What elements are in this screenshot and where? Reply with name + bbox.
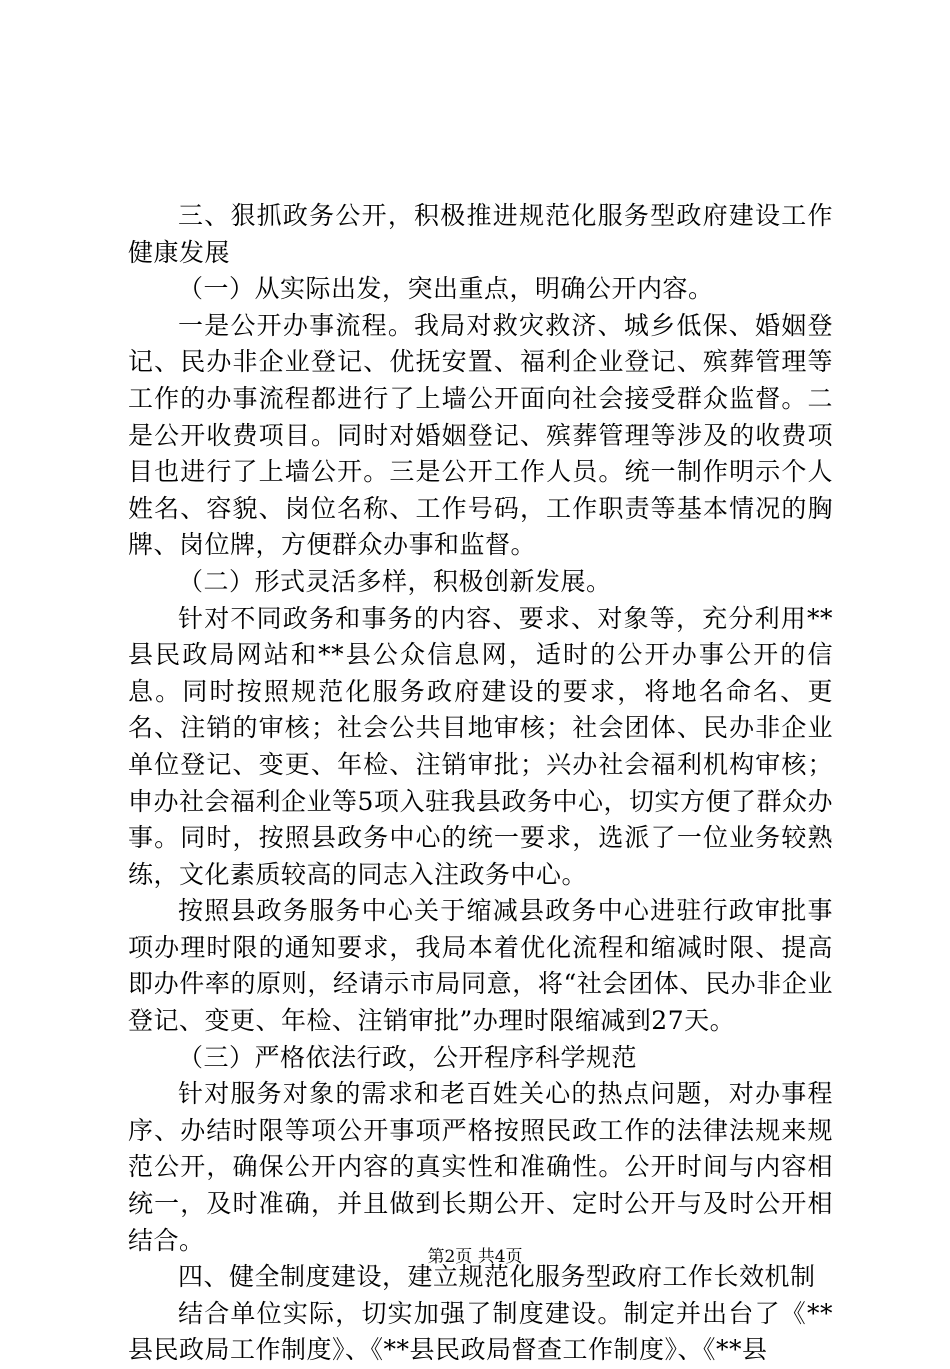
document-body (128, 198, 833, 1369)
paragraph-time-limit: 按照县政务服务中心关于缩减县政务中心进驻行政审批事项办理时限的通知要求，我局本着优化流程和缩减时限、提高即办件率的原则，经请示市局同意，将“社会团体、民办非企业登记、变更、年检、注销审批”办理时限缩减到27天。 (128, 896, 833, 1036)
page-footer: 第2页 共4页 (427, 1247, 523, 1267)
subsection-heading-1: （一）从实际出发，突出重点，明确公开内容。 (178, 274, 714, 304)
paragraph-disclosure-content: 一是公开办事流程。我局对救灾救济、城乡低保、婚姻登记、民办非企业登记、优抚安置、福利企业登记、殡葬管理等工作的办事流程都进行了上墙公开面向社会接受群众监督。二是公开收费项目。同时对婚姻登记、殡葬管理等涉及的收费项目也进行了上墙公开。三是公开工作人员。统一制作明示个人姓名、容貌、岗位名称、工作号码，工作职责等基本情况的胸牌、岗位牌，方便群众办事和监督。 (128, 310, 833, 560)
paragraph-lawful-administration: 针对服务对象的需求和老百姓关心的热点问题，对办事程序、办结时限等项公开事项严格按照民政工作的法律法规来规范公开，确保公开内容的真实性和准确性。公开时间与内容相统一，及时准确，并且做到长期公开、定时公开与及时公开相结合。 (128, 1079, 833, 1255)
subsection-heading-2: （二）形式灵活多样，积极创新发展。 (178, 566, 612, 596)
paragraph-disclosure-forms: 针对不同政务和事务的内容、要求、对象等，充分利用**县民政局网站和**县公众信息网，适时的公开办事公开的信息。同时按照规范化服务政府建设的要求，将地名命名、更名、注销的审核；社会公共目地审核；社会团体、民办非企业单位登记、变更、年检、注销审批；兴办社会福利机构审核；申办社会福利企业等5项入驻我县政务中心，切实方便了群众办事。同时，按照县政务中心的统一要求，选派了一位业务较熟练，文化素质较高的同志入注政务中心。 (128, 603, 833, 889)
paragraph-system-building: 结合单位实际，切实加强了制度建设。制定并出台了《**县民政局工作制度》、《**县民政局督查工作制度》、《**县 (128, 1298, 833, 1365)
subsection-heading-3: （三）严格依法行政，公开程序科学规范 (178, 1042, 638, 1072)
section-heading-3: 三、狠抓政务公开，积极推进规范化服务型政府建设工作健康发展 (128, 201, 833, 267)
section-heading-4: 四、健全制度建设，建立规范化服务型政府工作长效机制 (178, 1262, 816, 1292)
